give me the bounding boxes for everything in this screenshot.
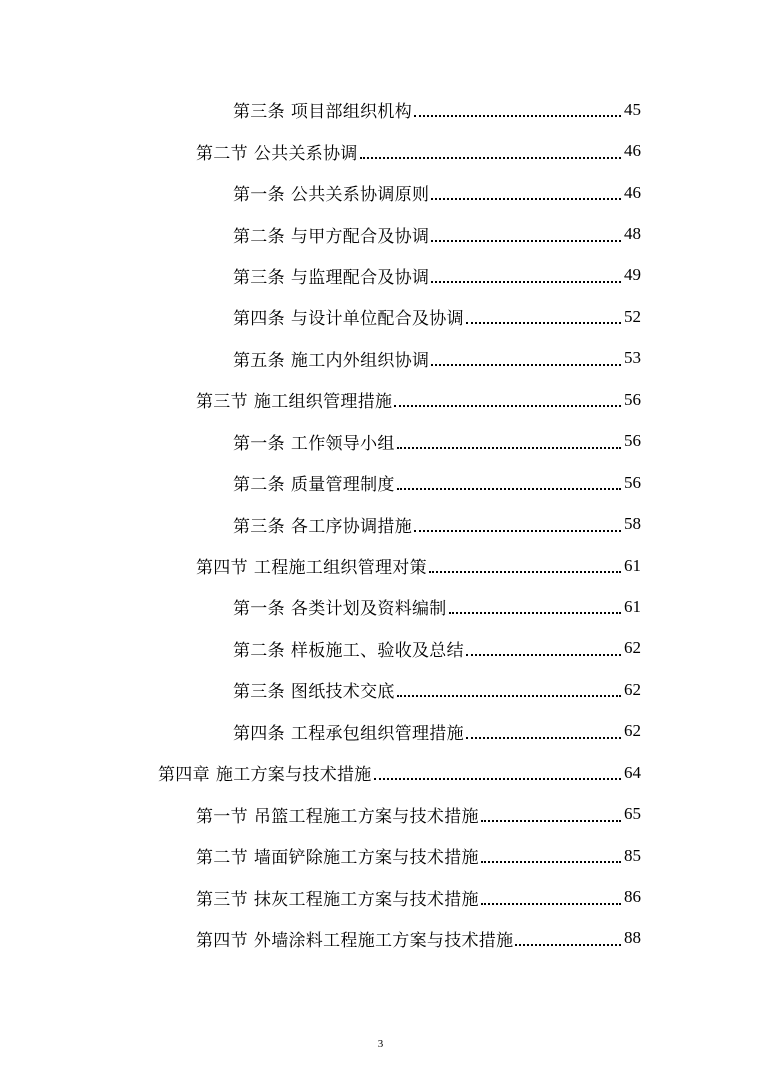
toc-entry-text: 抹灰工程施工方案与技术措施 [253,889,479,910]
toc-entry-title [233,512,412,537]
toc-page-number: 49 [624,265,641,285]
toc-entry[interactable] [0,213,641,254]
toc-entry-title [233,304,464,329]
toc-page-number: 64 [624,762,641,782]
toc-entry-text: 与监理配合及协调 [290,267,430,288]
toc-entry-title [233,97,412,122]
toc-entry[interactable] [0,793,641,834]
toc-entry-title [233,636,464,661]
toc-entry-text: 与甲方配合及协调 [290,226,430,247]
toc-page-number: 56 [624,472,641,492]
toc-page-number: 85 [624,845,641,865]
toc-page-number: 56 [624,389,641,409]
toc-entry-title [196,387,392,412]
toc-entry-label: 第三条 [233,682,285,703]
toc-entry-text: 工程承包组织管理措施 [290,723,464,744]
toc-entry-title [233,263,429,288]
toc-page-number: 61 [624,555,641,575]
toc-page-number: 62 [624,638,641,658]
toc-entry[interactable] [0,462,641,503]
toc-leader-dots [515,943,621,946]
toc-entry-text: 墙面铲除施工方案与技术措施 [253,848,479,869]
toc-entry-text: 吊篮工程施工方案与技术措施 [253,806,479,827]
toc-entry-label: 第四节 [196,558,248,579]
toc-entry[interactable] [0,296,641,337]
toc-leader-dots [481,902,621,905]
toc-entry-text: 项目部组织机构 [290,102,413,123]
table-of-contents [0,89,761,959]
toc-leader-dots [397,446,621,449]
toc-entry-title [196,802,479,827]
toc-page-number: 58 [624,514,641,534]
toc-entry-title [196,553,427,578]
toc-entry[interactable] [0,421,641,462]
toc-entry-label: 第一节 [196,806,248,827]
toc-page-number: 45 [624,99,641,119]
toc-leader-dots [431,197,621,200]
toc-entry-text: 施工方案与技术措施 [215,765,372,786]
toc-leader-dots [431,280,621,283]
toc-entry[interactable] [0,338,641,379]
toc-leader-dots [397,694,621,697]
toc-entry-label: 第一条 [233,185,285,206]
toc-entry[interactable] [0,918,641,959]
footer-page-number: 3 [377,1038,384,1050]
toc-entry-title [196,926,513,951]
toc-leader-dots [414,529,621,532]
toc-entry[interactable] [0,752,641,793]
toc-entry-title [196,885,479,910]
toc-entry-text: 施工组织管理措施 [253,392,393,413]
toc-leader-dots [466,321,621,324]
toc-entry-title [233,346,429,371]
toc-entry-label: 第二条 [233,640,285,661]
toc-page-number: 52 [624,306,641,326]
toc-entry-label: 第四节 [196,930,248,951]
toc-entry[interactable] [0,545,641,586]
toc-entry-text: 外墙涂料工程施工方案与技术措施 [253,930,514,951]
toc-leader-dots [429,570,621,573]
toc-entry-label: 第三条 [233,102,285,123]
toc-entry-label: 第四条 [233,723,285,744]
toc-entry-label: 第三条 [233,516,285,537]
toc-entry-title [196,139,358,164]
toc-entry-label: 第五条 [233,350,285,371]
toc-entry-title [233,594,447,619]
toc-entry[interactable] [0,835,641,876]
toc-entry[interactable] [0,876,641,917]
toc-entry-title [233,429,395,454]
toc-entry[interactable] [0,172,641,213]
toc-leader-dots [481,860,621,863]
toc-entry-label: 第二节 [196,848,248,869]
toc-entry-label: 第一条 [233,599,285,620]
toc-page-number: 86 [624,887,641,907]
toc-entry-text: 施工内外组织协调 [290,350,430,371]
toc-leader-dots [374,777,621,780]
toc-entry[interactable] [0,586,641,627]
toc-page-number: 48 [624,224,641,244]
toc-entry-text: 各类计划及资料编制 [290,599,447,620]
toc-entry-label: 第四章 [158,765,210,786]
toc-page-number: 61 [624,596,641,616]
toc-page-number: 46 [624,182,641,202]
toc-entry-text: 公共关系协调原则 [290,185,430,206]
toc-leader-dots [394,404,621,407]
toc-page-number: 56 [624,431,641,451]
toc-entry-text: 与设计单位配合及协调 [290,309,464,330]
toc-leader-dots [481,819,621,822]
toc-entry-label: 第三节 [196,889,248,910]
toc-entry-label: 第二条 [233,475,285,496]
toc-entry-title [233,677,395,702]
toc-leader-dots [449,611,621,614]
toc-entry[interactable] [0,379,641,420]
toc-entry-text: 图纸技术交底 [290,682,395,703]
toc-leader-dots [431,239,621,242]
toc-entry-label: 第三节 [196,392,248,413]
toc-entry-text: 工程施工组织管理对策 [253,558,427,579]
toc-entry[interactable] [0,628,641,669]
toc-entry-text: 各工序协调措施 [290,516,413,537]
toc-entry-text: 公共关系协调 [253,143,358,164]
toc-entry[interactable] [0,89,641,130]
toc-entry[interactable] [0,503,641,544]
toc-page-number: 46 [624,141,641,161]
toc-entry-title [196,843,479,868]
toc-entry[interactable] [0,255,641,296]
toc-entry-label: 第二节 [196,143,248,164]
toc-leader-dots [466,736,621,739]
toc-entry-text: 工作领导小组 [290,433,395,454]
toc-leader-dots [431,363,621,366]
toc-page-number: 62 [624,679,641,699]
toc-entry-title [233,222,429,247]
toc-entry-title [233,719,464,744]
toc-entry[interactable] [0,669,641,710]
toc-entry-text: 质量管理制度 [290,475,395,496]
toc-page-number: 65 [624,804,641,824]
toc-page-number: 62 [624,721,641,741]
toc-leader-dots [466,653,621,656]
toc-entry-label: 第三条 [233,267,285,288]
toc-entry-label: 第四条 [233,309,285,330]
toc-entry-label: 第一条 [233,433,285,454]
toc-entry[interactable] [0,130,641,171]
toc-page-number: 88 [624,928,641,948]
toc-entry-title [233,470,395,495]
toc-page-number: 53 [624,348,641,368]
toc-entry[interactable] [0,711,641,752]
toc-leader-dots [414,114,621,117]
toc-leader-dots [360,156,621,159]
toc-entry-label: 第二条 [233,226,285,247]
toc-entry-title [158,760,372,785]
toc-entry-title [233,180,429,205]
toc-leader-dots [397,487,621,490]
toc-entry-text: 样板施工、验收及总结 [290,640,464,661]
